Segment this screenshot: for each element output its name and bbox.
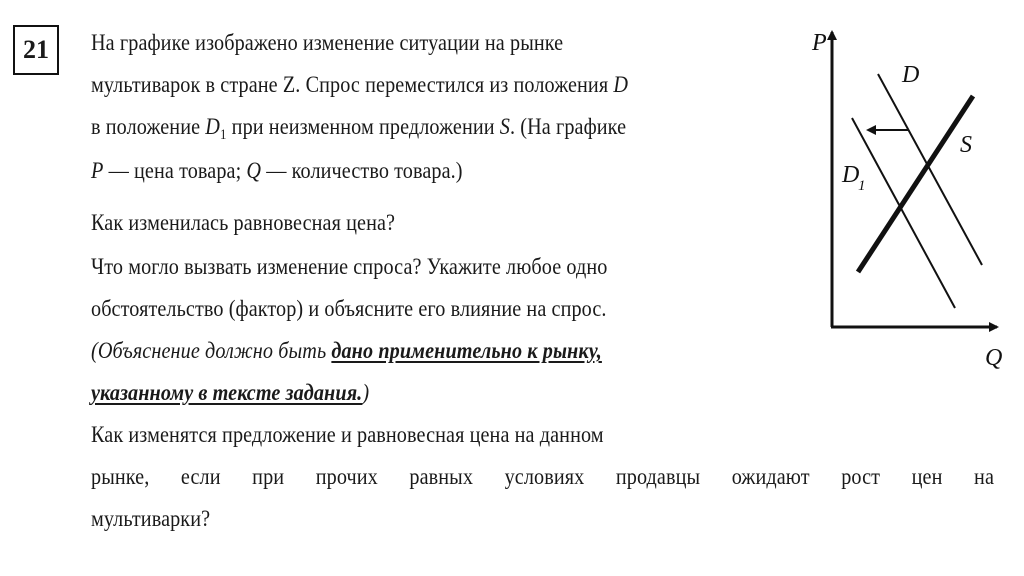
text-span: На графике изображено изменение ситуации на рынке xyxy=(91,30,564,56)
subscript: 1 xyxy=(219,127,227,143)
x-axis-label: Q xyxy=(985,345,1003,371)
symbol-d: D xyxy=(613,72,629,98)
supply-label: S xyxy=(960,132,972,158)
note-underlined: дано применительно к рынку, xyxy=(331,338,602,364)
question-3-line-3 xyxy=(91,506,210,532)
question-2-line-4 xyxy=(91,380,369,406)
text-span: — количество товара.) xyxy=(261,158,463,184)
text-span: рынке, если при прочих равных условиях продавцы ожидают рост цен на xyxy=(91,464,994,490)
text-span: Что могло вызвать изменение спроса? Укажите любое одно xyxy=(91,254,608,280)
question-1 xyxy=(91,210,395,236)
text-span: при неизменном предложении xyxy=(226,114,500,140)
text-line-2 xyxy=(91,72,628,98)
question-3-line-1 xyxy=(91,422,604,448)
text-span: Как изменятся предложение и равновесная цена на данном xyxy=(91,422,604,448)
symbol-d1: D xyxy=(205,114,220,140)
text-span: мультиварки? xyxy=(91,506,211,532)
text-span: мультиварок в стране Z. Спрос переместился из положения xyxy=(91,72,614,98)
text-line-1 xyxy=(91,30,563,56)
note-underlined: указанному в тексте задания. xyxy=(91,380,363,406)
task-number: 21 xyxy=(23,35,49,64)
text-span: Как изменилась равновесная цена? xyxy=(91,210,396,236)
text-span: обстоятельство (фактор) и объясните его влияние на спрос. xyxy=(91,296,607,322)
text-line-3 xyxy=(91,114,626,148)
supply-line-s xyxy=(858,96,973,272)
question-3-line-2 xyxy=(91,464,994,490)
text-span: — цена товара; xyxy=(103,158,247,184)
task-number-box xyxy=(13,25,59,75)
symbol-q: Q xyxy=(246,158,262,184)
question-2-line-2 xyxy=(91,296,607,322)
demand-new-label: D xyxy=(842,162,860,188)
text-span: в положение xyxy=(91,114,206,140)
y-axis-label: P xyxy=(812,30,827,56)
demand-label: D xyxy=(902,62,920,88)
question-2-line-1 xyxy=(91,254,607,280)
text-line-4 xyxy=(91,158,463,184)
note-italic: ) xyxy=(362,380,370,406)
symbol-s: S xyxy=(499,114,510,140)
symbol-p: P xyxy=(91,158,104,184)
supply-demand-graph xyxy=(800,20,1015,380)
question-2-line-3 xyxy=(91,338,602,364)
note-italic: (Объяснение должно быть xyxy=(91,338,332,364)
demand-new-subscript: 1 xyxy=(858,178,866,194)
text-span: . (На графике xyxy=(509,114,627,140)
